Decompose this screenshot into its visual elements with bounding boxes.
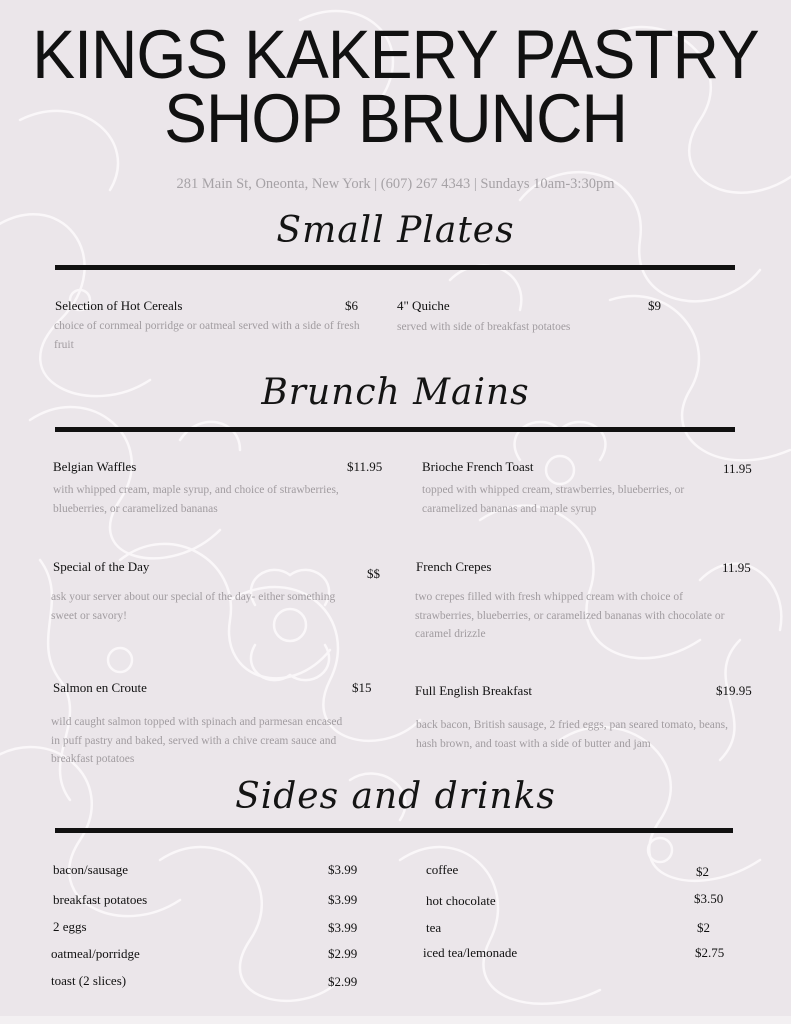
drink-item-price: $3.50 (694, 891, 724, 906)
drink-item-name: coffee (426, 862, 459, 877)
menu-item-name: French Crepes (416, 559, 492, 574)
side-item-name: 2 eggs (53, 919, 87, 934)
menu-item-price: $19.95 (716, 683, 752, 698)
section-divider (55, 265, 735, 270)
menu-item-price: $15 (352, 680, 372, 695)
drink-item-name: iced tea/lemonade (423, 945, 518, 960)
drink-item-price: $2 (697, 920, 710, 935)
drink-item-name: hot chocolate (426, 893, 496, 908)
drink-item-name: tea (426, 920, 442, 935)
page-title-line2: SHOP BRUNCH (164, 80, 627, 157)
menu-item-description: back bacon, British sausage, 2 fried eggs, pan seared tomato, beans, hash brown, and toast with a side of butter and jam (416, 719, 728, 750)
side-item-price: $2.99 (328, 946, 358, 961)
shop-info: 281 Main St, Oneonta, New York | (607) 267 4343 | Sundays 10am-3:30pm (176, 176, 615, 192)
menu-item-description: ask your server about our special of the day- either something sweet or savory! (51, 591, 336, 622)
side-item-name: toast (2 slices) (51, 973, 127, 988)
menu-item-price: $9 (648, 298, 661, 313)
side-item-name: oatmeal/porridge (51, 946, 140, 961)
menu-item-price: $$ (367, 566, 380, 581)
side-item-price: $3.99 (328, 920, 358, 935)
menu-item-name: Salmon en Croute (53, 680, 147, 695)
menu-item-description: served with side of breakfast potatoes (397, 321, 571, 333)
section-heading-small-plates: Small Plates (276, 210, 515, 251)
drink-item-price: $2.75 (695, 945, 725, 960)
menu-item-name: Belgian Waffles (53, 459, 137, 474)
menu-item-description: two crepes filled with fresh whipped cream with choice of strawberries, blueberries, or caramelized bananas with chocolate or caramel drizzle (415, 591, 725, 640)
menu-item-description: wild caught salmon topped with spinach and parmesan encased in puff pastry and baked, served with a chive cream sauce and breakfast potatoes (51, 716, 343, 765)
menu-item-description: choice of cornmeal porridge or oatmeal served with a side of fresh fruit (54, 320, 360, 351)
menu-item-name: 4" Quiche (397, 298, 450, 313)
page-bottom-edge (0, 1016, 791, 1024)
menu-item-name: Brioche French Toast (422, 459, 534, 474)
menu-item-price: $11.95 (347, 459, 383, 474)
menu-item-description: topped with whipped cream, strawberries, blueberries, or caramelized bananas and maple syrup (422, 484, 685, 515)
side-item-price: $2.99 (328, 974, 358, 989)
side-item-price: $3.99 (328, 892, 358, 907)
menu-item-name: Full English Breakfast (415, 683, 532, 698)
side-item-name: bacon/sausage (53, 862, 129, 877)
section-heading-brunch-mains: Brunch Mains (261, 372, 530, 413)
menu-item-price: $6 (345, 298, 358, 313)
menu-item-description: with whipped cream, maple syrup, and choice of strawberries, blueberries, or caramelized bananas (53, 484, 339, 515)
section-divider (55, 427, 735, 432)
section-divider (55, 828, 733, 833)
menu-item-name: Special of the Day (53, 559, 150, 574)
menu-item-name: Selection of Hot Cereals (55, 298, 183, 313)
menu-item-price: 11.95 (723, 461, 752, 476)
menu-item-price: 11.95 (722, 560, 751, 575)
section-heading-sides-and-drinks: Sides and drinks (235, 776, 556, 817)
side-item-price: $3.99 (328, 862, 358, 877)
page-title-line1: KINGS KAKERY PASTRY (32, 16, 759, 93)
side-item-name: breakfast potatoes (53, 892, 148, 907)
drink-item-price: $2 (696, 864, 709, 879)
